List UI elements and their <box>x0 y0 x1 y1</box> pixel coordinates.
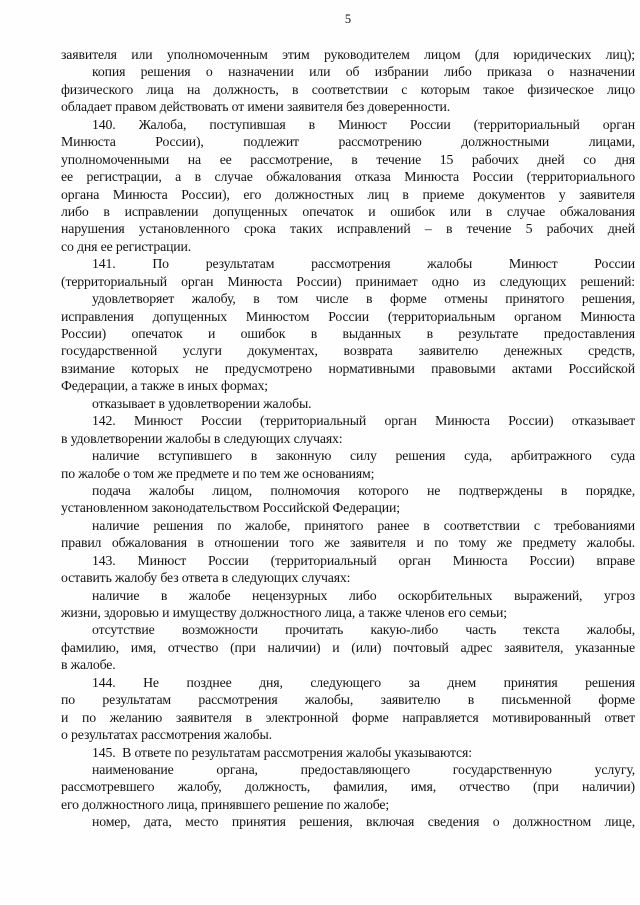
text-line: о результатах рассмотрения жалобы. <box>61 727 272 743</box>
text-line: (территориальный орган Минюста России) принимает одно из следующих решений: <box>61 273 635 289</box>
text-line: 145. В ответе по результатам рассмотрения жалобы указываются: <box>92 744 472 760</box>
document-body <box>61 46 635 831</box>
text-line: в удовлетворении жалобы в следующих случаях: <box>61 430 343 446</box>
text-line: физического лица на должность, в соответствии с которым такое физическое лицо <box>61 81 635 97</box>
text-line: удовлетворяет жалобу, в том числе в форме отмены принятого решения, <box>92 291 635 307</box>
text-line: России) опечаток и ошибок в выданных в результате предоставления <box>61 326 635 341</box>
text-line: исправления допущенных Минюстом России (территориальным органом Минюста <box>61 308 635 324</box>
text-line: 142. Минюст России (территориальный орган Минюста России) отказывает <box>92 413 635 429</box>
text-line: номер, дата, место принятия решения, включая сведения о должностном лице, <box>92 814 635 830</box>
text-line: установленном законодательством Российской Федерации; <box>61 500 400 516</box>
text-line: Федерации, а также в иных формах; <box>61 378 268 394</box>
text-line: 144. Не позднее дня, следующего за днем принятия решения <box>92 674 635 690</box>
text-line: органа Минюста России), его должностных лиц в приеме документов у заявителя <box>61 186 635 202</box>
text-line: уполномоченными на ее рассмотрение, в течение 15 рабочих дней со дня <box>61 151 635 167</box>
text-line: либо в исправлении допущенных опечаток и ошибок или в случае обжалования <box>61 203 635 219</box>
text-line: отказывает в удовлетворении жалобы. <box>92 395 312 411</box>
text-line: 140. Жалоба, поступившая в Минюст России (территориальный орган <box>92 116 635 132</box>
text-line: нарушения установленного срока таких исправлений – в течение 5 рабочих дней <box>61 221 635 237</box>
text-line: и по желанию заявителя в электронной форме направляется мотивированный ответ <box>61 709 635 725</box>
text-line: со дня ее регистрации. <box>61 238 192 254</box>
text-line: подача жалобы лицом, полномочия которого не подтверждены в порядке, <box>92 482 635 498</box>
text-line: оставить жалобу без ответа в следующих случаях: <box>61 570 351 586</box>
text-line: обладает правом действовать от имени заявителя без доверенности. <box>61 99 451 115</box>
text-line: правил обжалования в отношении того же заявителя и по тому же предмету жалобы. <box>61 535 635 551</box>
text-line: наличие вступившего в законную силу решения суда, арбитражного суда <box>92 448 635 464</box>
text-line: по жалобе о том же предмете и по тем же основаниям; <box>61 465 375 481</box>
text-line: в жалобе. <box>61 657 116 673</box>
text-line: по результатам рассмотрения жалобы, заявителю в письменной форме <box>61 692 635 708</box>
text-line: его должностного лица, принявшего решение по жалобе; <box>61 796 390 812</box>
text-line: ее регистрации, а в случае обжалования отказа Минюста России (территориального <box>61 169 635 185</box>
text-line: жизни, здоровью и имуществу должностного лица, а также членов его семьи; <box>61 605 507 620</box>
text-line: Минюста России), подлежит рассмотрению должностными лицами, <box>61 134 635 150</box>
text-line: наличие в жалобе нецензурных либо оскорбительных выражений, угроз <box>92 587 635 603</box>
text-line: наименование органа, предоставляющего государственную услугу, <box>92 761 635 777</box>
text-line: наличие решения по жалобе, принятого ранее в соответствии с требованиями <box>92 517 635 533</box>
text-line: отсутствие возможности прочитать какую-либо часть текста жалобы, <box>92 622 635 638</box>
text-line: 141. По результатам рассмотрения жалобы Минюст России <box>92 256 635 272</box>
text-line: фамилию, имя, отчество (при наличии) и (или) почтовый адрес заявителя, указанные <box>61 639 635 655</box>
text-line: государственной услуги документах, возврата заявителю денежных средств, <box>61 343 635 359</box>
text-line: взимание которых не предусмотрено нормативными правовыми актами Российской <box>61 360 635 376</box>
text-line: рассмотревшего жалобу, должность, фамилия, имя, отчество (при наличии) <box>61 779 635 795</box>
page-number: 5 <box>344 12 352 26</box>
text-line: 143. Минюст России (территориальный орган Минюста России) вправе <box>92 552 635 568</box>
text-line: заявителя или уполномоченным этим руководителем лицом (для юридических лиц); <box>61 47 635 62</box>
text-line: копия решения о назначении или об избрании либо приказа о назначении <box>92 64 635 80</box>
